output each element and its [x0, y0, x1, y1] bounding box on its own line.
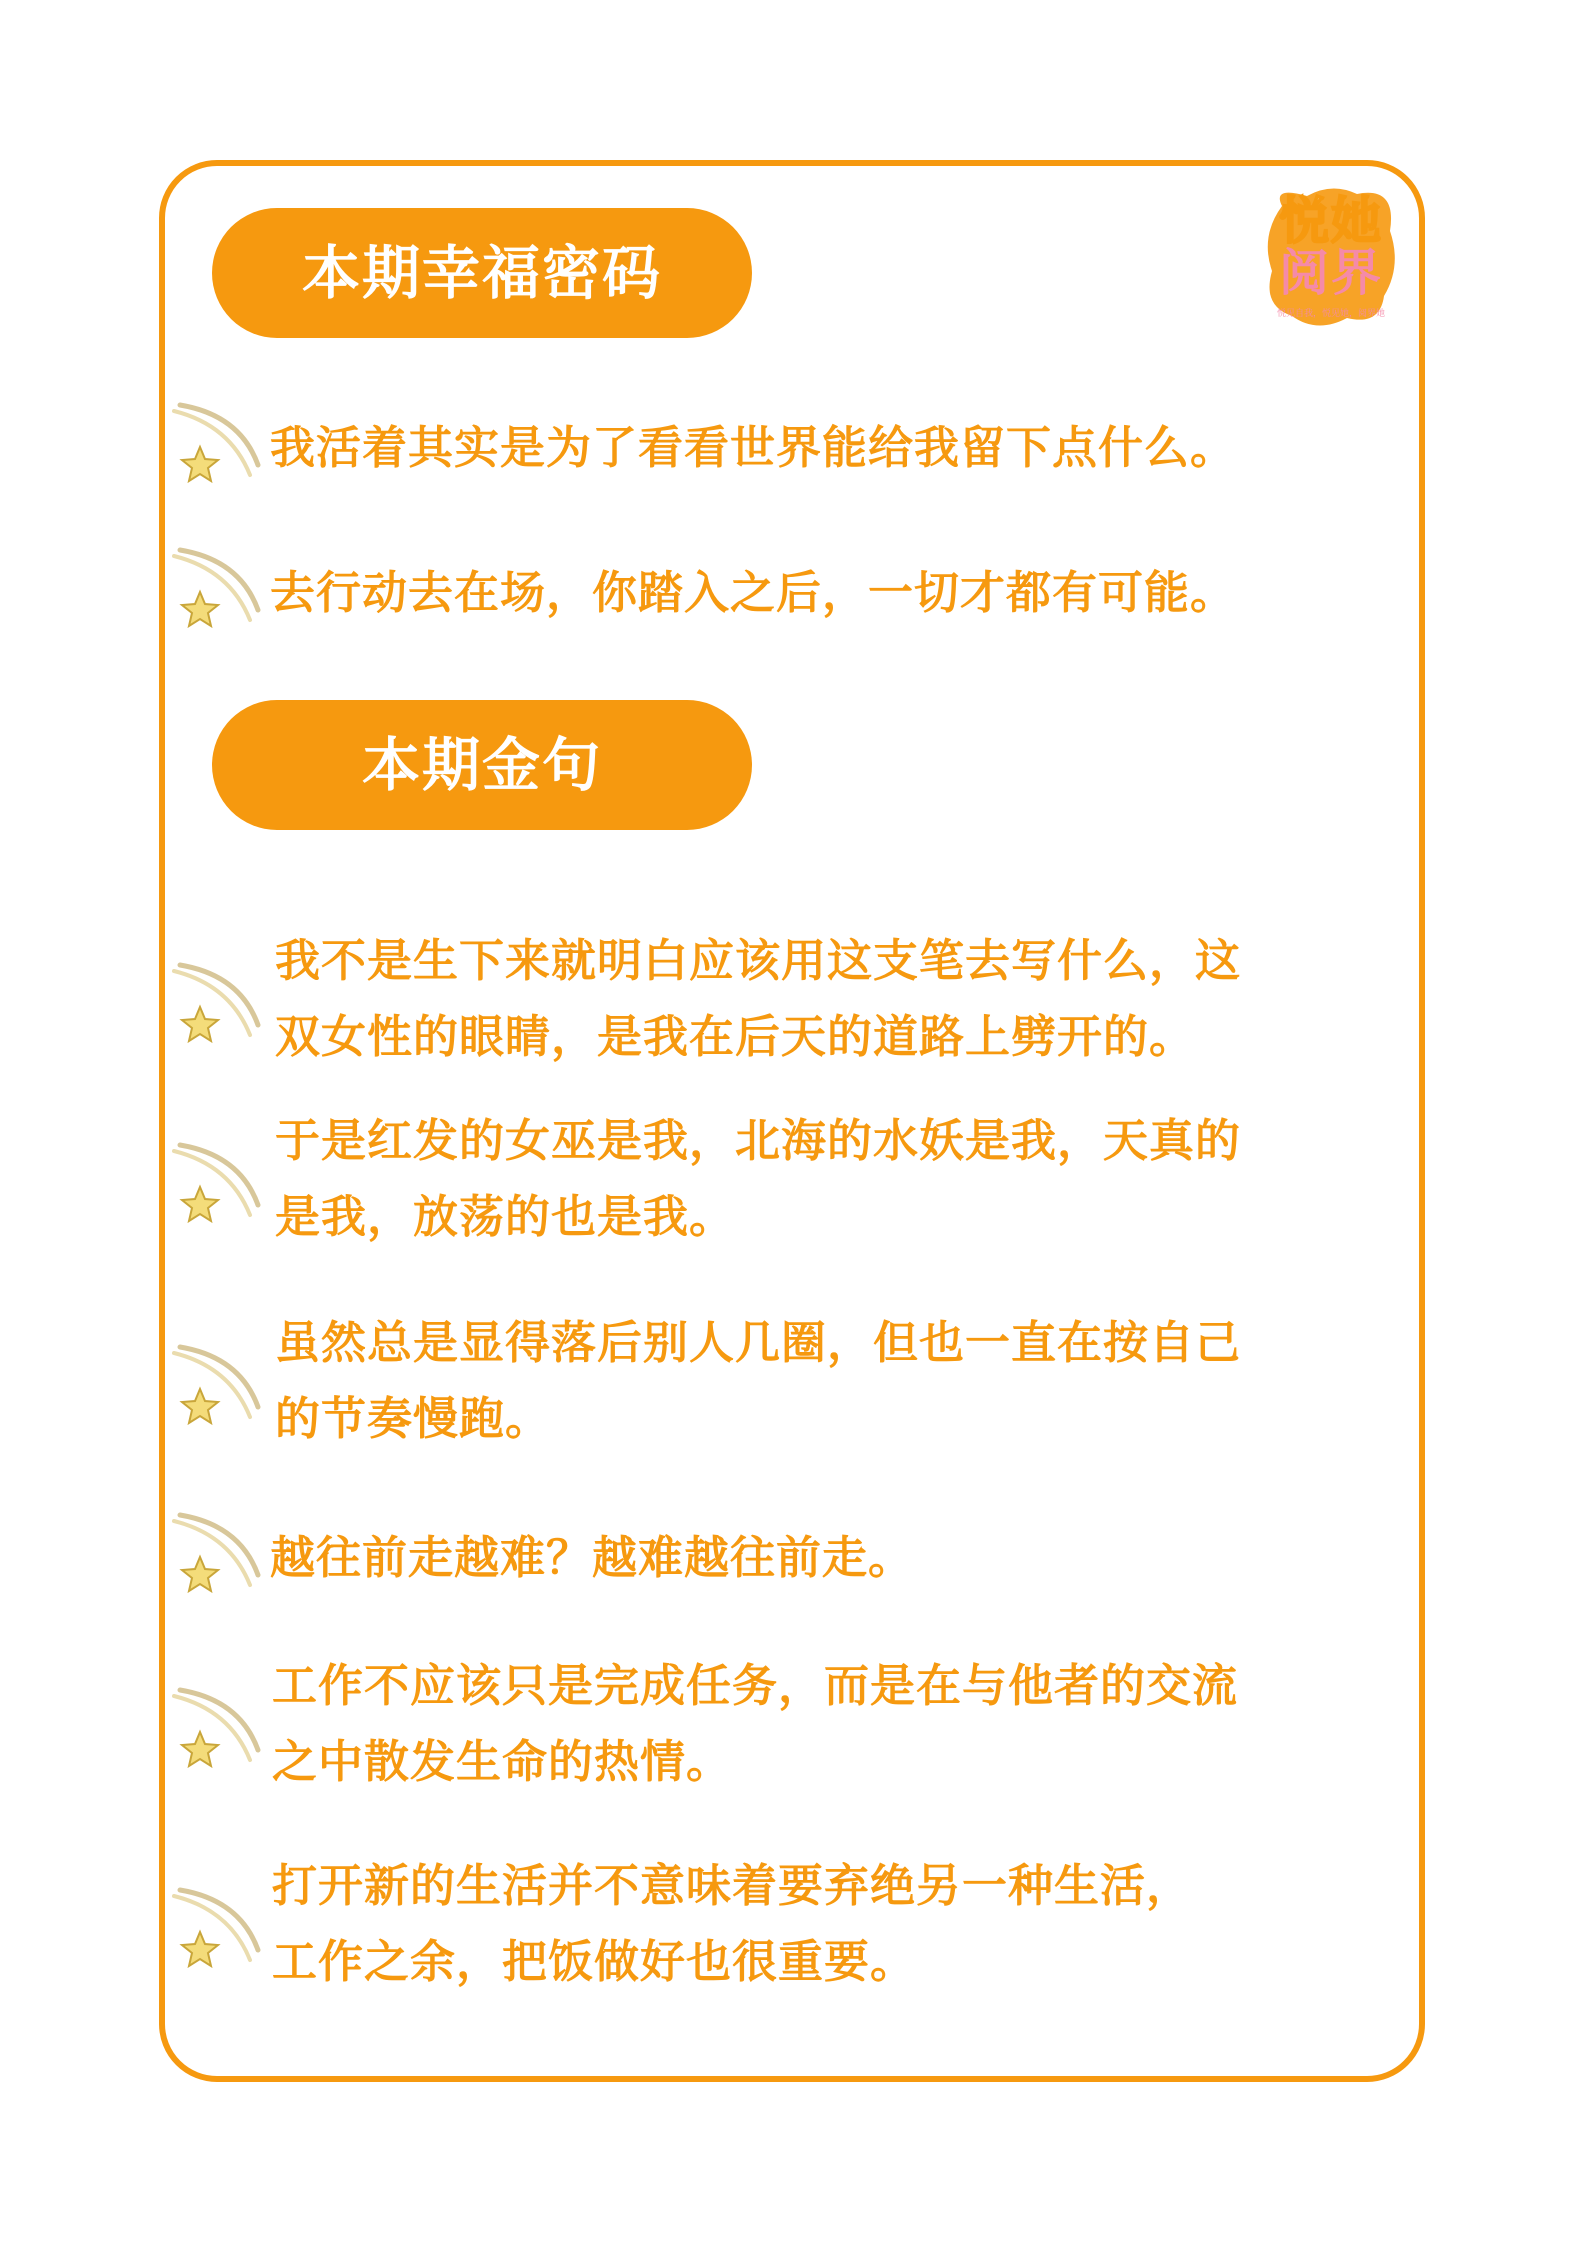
- quote-item: 我活着其实是为了看看世界能给我留下点什么。: [270, 421, 1237, 474]
- shooting-star-icon: [170, 540, 266, 636]
- logo-tagline: 悦见自我，悦见她，阅界她: [1276, 309, 1385, 319]
- quote-line: 双女性的眼睛，是我在后天的道路上劈开的。: [275, 1010, 1196, 1063]
- logo-line-2: 阅界: [1279, 244, 1383, 302]
- quote-line: 于是红发的女巫是我，北海的水妖是我，天真的: [275, 1114, 1242, 1167]
- quote-line: 越往前走越难？越难越往前走。: [270, 1531, 915, 1584]
- shooting-star-icon: [170, 1880, 266, 1976]
- shooting-star-icon: [170, 1680, 266, 1776]
- quote-item: [275, 1305, 1241, 1457]
- quote-line: 工作之余，把饭做好也很重要。: [272, 1935, 917, 1988]
- quote-line: 是我，放荡的也是我。: [275, 1190, 736, 1243]
- logo-line-1: 悦她: [1279, 192, 1383, 250]
- quote-item: [275, 1103, 1241, 1255]
- quote-item: [272, 1848, 1192, 2000]
- section-title-golden-quotes: 本期金句: [212, 700, 752, 830]
- shooting-star-icon: [170, 395, 266, 491]
- section-title-happiness-code: 本期幸福密码: [212, 208, 752, 338]
- quote-line: 工作不应该只是完成任务，而是在与他者的交流: [272, 1659, 1239, 1712]
- shooting-star-icon: [170, 1337, 266, 1433]
- quote-line: 虽然总是显得落后别人几圈，但也一直在按自己: [275, 1316, 1242, 1369]
- quote-item: [272, 1648, 1238, 1800]
- quote-item: [275, 923, 1241, 1075]
- quote-line: 我不是生下来就明白应该用这支笔去写什么，这: [275, 934, 1242, 987]
- quote-item: 去行动去在场，你踏入之后，一切才都有可能。: [270, 566, 1237, 619]
- brand-logo: [1262, 186, 1400, 334]
- quote-item: [270, 1520, 914, 1596]
- shooting-star-icon: [170, 955, 266, 1051]
- quote-line: 的节奏慢跑。: [275, 1392, 552, 1445]
- shooting-star-icon: [170, 1135, 266, 1231]
- quote-line: 打开新的生活并不意味着要弃绝另一种生活，: [272, 1859, 1193, 1912]
- shooting-star-icon: [170, 1505, 266, 1601]
- quote-line: 之中散发生命的热情。: [272, 1735, 733, 1788]
